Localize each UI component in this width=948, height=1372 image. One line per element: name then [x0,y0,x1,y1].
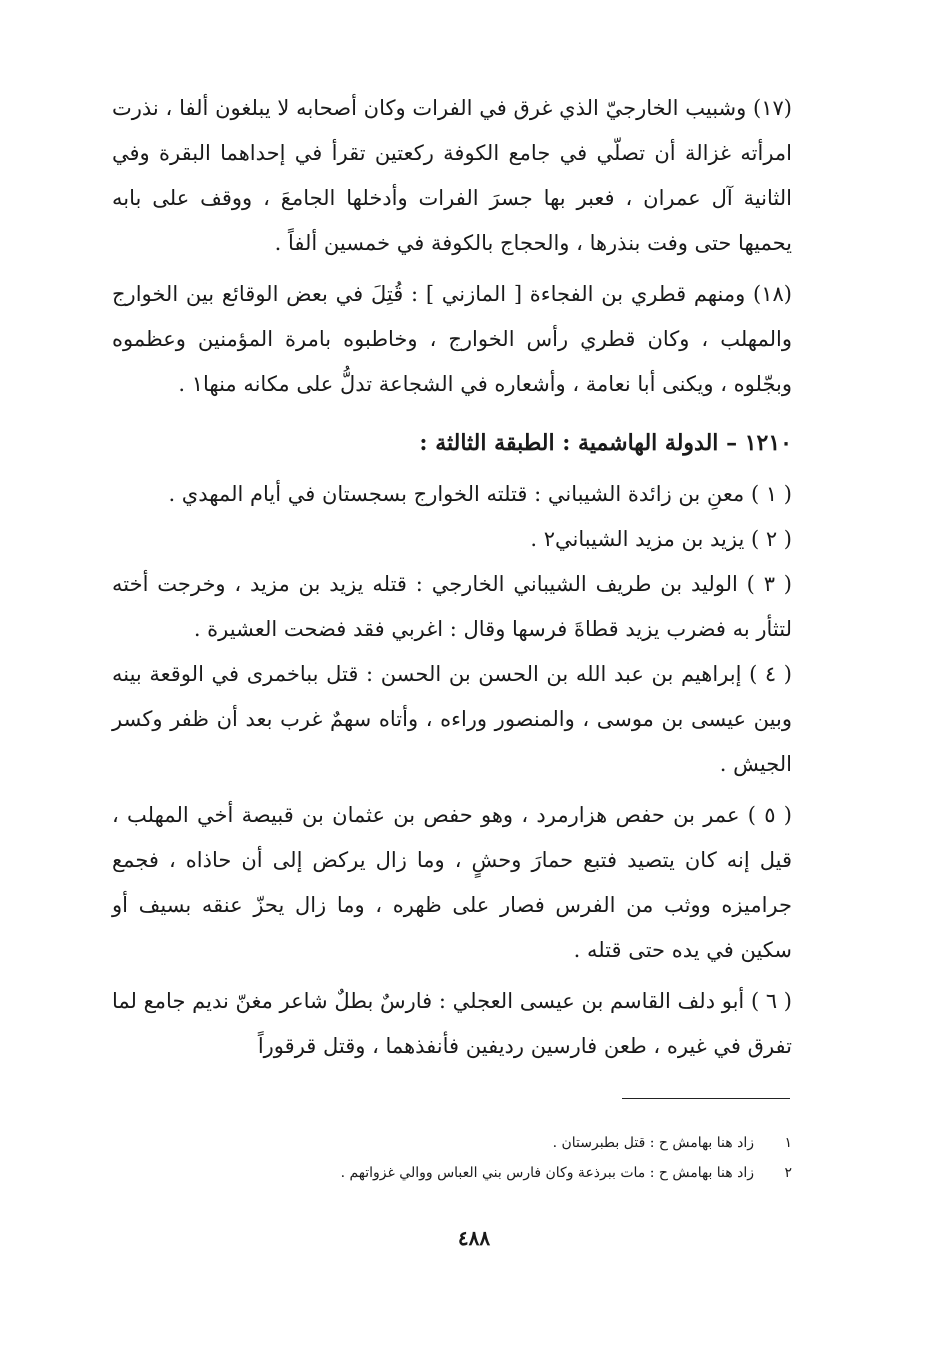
paragraph-4: ( ٤ ) إبراهيم بن عبد الله بن الحسن بن الحسن : قتل بباخمرى في الوقعة بينه وبين عيسى بن موسى ، والمنصور وراءه ، وأتاه سهمٌ غرب بعد أن ظفر وكسر الجيش . [112,662,792,776]
paragraph-2: ( ٢ ) يزيد بن مزيد الشيباني٢ . [530,527,792,551]
paragraph-18: (١٨) ومنهم قطري بن الفجاءة [ المازني ] : قُتِلَ في بعض الوقائع بين الخوارج والمهلب ، وكان قطري رأس الخوارج ، وخاطبوه بامرة المؤمنين وعظموه وبجّلوه ، ويكنى أبا نعامة ، وأشعاره في الشجاعة تدلُّ على مكانه منها١ . [112,282,792,396]
paragraph-1: ( ١ ) معنِ بن زائدة الشيباني : قتلته الخوارج بسجستان في أيام المهدي . [168,482,792,506]
footnote-item [112,1128,792,1158]
footnote-text: زاد هنا بهامش ح : قتل بطبرستان . [552,1135,754,1151]
paragraph-6: ( ٦ ) أبو دلف القاسم بن عيسى العجلي : فارسٌ بطلٌ شاعر مغنّ نديم جامع لما تفرق في غيره ، طعن فارسين رديفين فأنفذهما ، وقتل قرقوراً [112,989,792,1058]
footnote-item [112,1158,792,1188]
page-number: ٤٨٨ [457,1226,491,1250]
section-heading: ١٢١٠ – الدولة الهاشمية : الطبقة الثالثة : [419,430,792,456]
main-text [112,86,792,1069]
paragraph-5: ( ٥ ) عمر بن حفص هزارمرد ، وهو حفص بن عثمان بن قبيصة أخي المهلب ، قيل إنه كان يتصيد فتبع حمارَ وحشٍ ، وما زال يركض إلى أن حاذاه ، فجمع جراميزه ووثب من الفرس فصار على ظهره ، وما زال يحزّ عنقه بسيف أو سكين في يده حتى قتله . [112,803,792,962]
paragraph-3: ( ٣ ) الوليد بن طريف الشيباني الخارجي : قتله يزيد بن مزيد ، وخرجت أخته لتثأر به فضرب يزيد قطاةَ فرسها وقال : اغربي فقد فضحت العشيرة . [112,572,792,641]
footnote-number: ١ [784,1135,792,1151]
footnote-number: ٢ [784,1165,792,1181]
footnotes [112,1128,792,1188]
footnote-separator [622,1098,790,1099]
paragraph-17: (١٧) وشبيب الخارجيّ الذي غرق في الفرات وكان أصحابه لا يبلغون ألفا ، نذرت امرأته غزالة أن تصلّي في جامع الكوفة ركعتين تقرأ في إحداهما البقرة وفي الثانية آل عمران ، فعبر بها جسرَ الفرات وأدخلها الجامعَ ، ووقف على بابه يحميها حتى وفت بنذرها ، والحجاج بالكوفة في خمسين ألفاً . [112,96,792,255]
footnote-text: زاد هنا بهامش ح : مات ببرذعة وكان فارس بني العباس ووالي غزواتهم . [340,1165,754,1181]
